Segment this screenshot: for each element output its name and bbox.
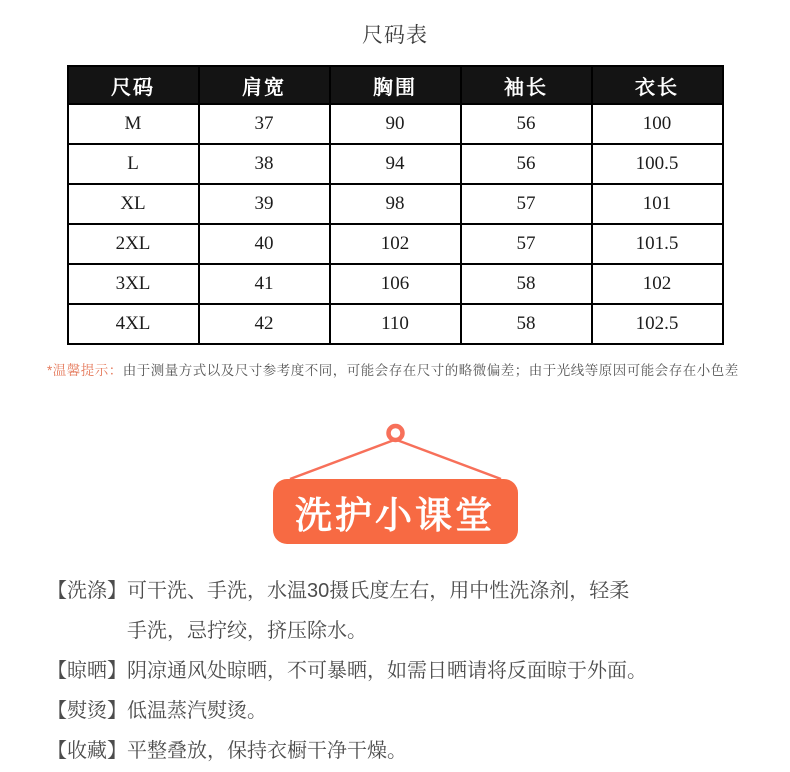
- care-line: 阴凉通风处晾晒，不可暴晒，如需日晒请将反面晾于外面。: [127, 660, 647, 682]
- cell-size: XL: [68, 184, 199, 224]
- cell-chest: 110: [330, 304, 461, 344]
- cell-length: 101: [592, 184, 723, 224]
- care-item-store: [47, 731, 750, 771]
- cell-shoulder: 41: [199, 264, 330, 304]
- cell-length: 101.5: [592, 224, 723, 264]
- cell-shoulder: 38: [199, 144, 330, 184]
- table-row-l: [68, 144, 723, 184]
- cell-length: 102: [592, 264, 723, 304]
- care-item-iron: [47, 691, 750, 731]
- cell-sleeve: 57: [461, 224, 592, 264]
- col-header-sleeve: 袖长: [461, 66, 592, 104]
- size-table: [67, 65, 724, 345]
- table-row-3xl: [68, 264, 723, 304]
- cell-sleeve: 56: [461, 144, 592, 184]
- cell-sleeve: 58: [461, 304, 592, 344]
- care-line: 平整叠放，保持衣橱干净干燥。: [127, 740, 407, 762]
- table-row-2xl: [68, 224, 723, 264]
- care-item-wash: [47, 571, 750, 651]
- care-item-text: [127, 731, 407, 771]
- care-class-sign: [273, 423, 518, 544]
- cell-length: 102.5: [592, 304, 723, 344]
- page-title: 尺码表: [362, 24, 428, 47]
- cell-size: 4XL: [68, 304, 199, 344]
- cell-size: 2XL: [68, 224, 199, 264]
- care-item-label: 【洗涤】: [47, 580, 127, 602]
- size-table-header-row: [68, 66, 723, 104]
- warm-tip-label: *温馨提示：: [47, 363, 123, 378]
- cell-length: 100: [592, 104, 723, 144]
- care-item-dry: [47, 651, 750, 691]
- care-line: 可干洗、手洗，水温30摄氏度左右，用中性洗涤剂，轻柔: [127, 580, 630, 602]
- care-badge: [273, 479, 518, 544]
- cell-shoulder: 40: [199, 224, 330, 264]
- cell-size: L: [68, 144, 199, 184]
- care-item-text: [127, 691, 267, 731]
- cell-size: M: [68, 104, 199, 144]
- care-line: 低温蒸汽熨烫。: [127, 700, 267, 722]
- col-header-shoulder: 肩宽: [199, 66, 330, 104]
- cell-chest: 98: [330, 184, 461, 224]
- care-item-text: [127, 571, 629, 651]
- care-line: 手洗，忌拧绞，挤压除水。: [127, 620, 367, 642]
- care-item-label: 【熨烫】: [47, 700, 127, 722]
- cell-chest: 106: [330, 264, 461, 304]
- col-header-chest: 胸围: [330, 66, 461, 104]
- care-instructions: [47, 571, 750, 771]
- cell-size: 3XL: [68, 264, 199, 304]
- cell-chest: 102: [330, 224, 461, 264]
- cell-shoulder: 37: [199, 104, 330, 144]
- care-item-text: [127, 651, 647, 691]
- care-item-label: 【晾晒】: [47, 660, 127, 682]
- table-row-4xl: [68, 304, 723, 344]
- col-header-size: 尺码: [68, 66, 199, 104]
- care-badge-text: 洗护小课堂: [295, 494, 495, 536]
- hanging-string-icon: [273, 423, 518, 479]
- col-header-length: 衣长: [592, 66, 723, 104]
- table-row-m: [68, 104, 723, 144]
- care-item-label: 【收藏】: [47, 740, 127, 762]
- cell-chest: 94: [330, 144, 461, 184]
- cell-length: 100.5: [592, 144, 723, 184]
- cell-chest: 90: [330, 104, 461, 144]
- cell-sleeve: 58: [461, 264, 592, 304]
- cell-shoulder: 42: [199, 304, 330, 344]
- warm-tip-text: 由于测量方式以及尺寸参考度不同，可能会存在尺寸的略微偏差；由于光线等原因可能会存在小色差: [122, 363, 739, 378]
- warm-tip: [47, 359, 790, 379]
- cell-sleeve: 57: [461, 184, 592, 224]
- table-row-xl: [68, 184, 723, 224]
- cell-sleeve: 56: [461, 104, 592, 144]
- cell-shoulder: 39: [199, 184, 330, 224]
